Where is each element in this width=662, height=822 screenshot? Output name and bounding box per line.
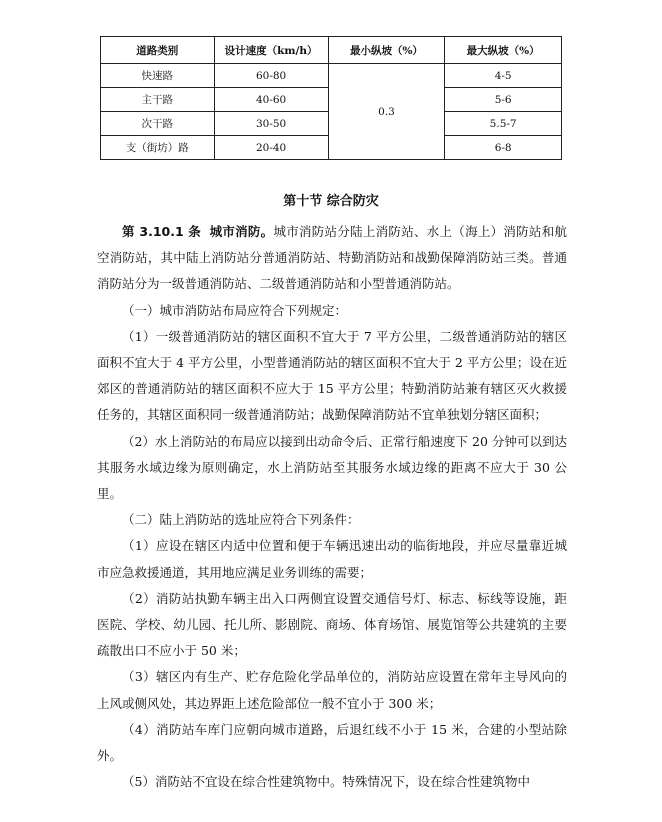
article-title: 城市消防。: [209, 224, 274, 239]
article-text: 城市消防站分陆上消防站、水上（海上）消防站和航空消防站，其中陆上消防站分普通消防站、特勤消防站和战勤保障消防站三类。普通消防站分为一级普通消防站、二级普通消防站和小型普通消防站。: [97, 224, 567, 292]
list-item: （1）应设在辖区内适中位置和便于车辆迅速出动的临街地段，并应尽量靠近城市应急救援通道，其用地应满足业务训练的需要；: [97, 538, 567, 580]
cell-max-slope: 6-8: [445, 136, 562, 160]
article-number: 第 3.10.1 条: [122, 224, 202, 239]
list-item: （5）消防站不宜设在综合性建筑物中。特殊情况下，设在综合性建筑物中: [122, 774, 530, 790]
cell-max-slope: 4-5: [445, 64, 562, 88]
cell-road-type: 支（街坊）路: [101, 136, 215, 160]
list-item: （2）水上消防站的布局应以接到出动命令后、正常行船速度下 20 分钟可以到达其服务水域边缘为原则确定，水上消防站至其服务水域边缘的距离不应大于 30 公里。: [97, 433, 567, 502]
cell-road-type: 快速路: [101, 64, 215, 88]
cell-road-type: 次干路: [101, 112, 215, 136]
list-item: （1）一级普通消防站的辖区面积不宜大于 7 平方公里，二级普通消防站的辖区面积不宜大于 4 平方公里，小型普通消防站的辖区面积不宜大于 2 平方公里；设在近郊区的普通消防站的辖区面积不应大于 15 平方公里；特勤消防站兼有辖区灭火救援任务的，其辖区面积同一级普通消防站；战勤保障消防站不宜单独划分辖区面积；: [97, 328, 567, 423]
list-item: （一）城市消防站布局应符合下列规定：: [122, 302, 348, 318]
cell-max-slope: 5.5-7: [445, 112, 562, 136]
document-body: [97, 219, 567, 795]
header-min-slope: 最小纵坡（%）: [328, 37, 445, 64]
cell-speed: 20-40: [214, 136, 328, 160]
list-item: （2）消防站执勤车辆主出入口两侧宜设置交通信号灯、标志、标线等设施，距医院、学校、幼儿园、托儿所、影剧院、商场、体育场馆、展览馆等公共建筑的主要疏散出口不应小于 50 米；: [97, 590, 567, 659]
table-header-row: [101, 37, 562, 64]
cell-speed: 60-80: [214, 64, 328, 88]
section-title: 第十节 综合防灾: [283, 194, 379, 209]
road-slope-table: [100, 36, 562, 160]
list-item: （4）消防站车库门应朝向城市道路，后退红线不小于 15 米，合建的小型站除外。: [97, 721, 567, 764]
cell-max-slope: 5-6: [445, 88, 562, 112]
cell-speed: 30-50: [214, 112, 328, 136]
table-row: [101, 64, 562, 88]
cell-speed: 40-60: [214, 88, 328, 112]
header-design-speed: 设计速度（km/h）: [214, 37, 328, 64]
cell-min-slope: 0.3: [328, 64, 445, 160]
article-paragraph: [97, 219, 567, 298]
cell-road-type: 主干路: [101, 88, 215, 112]
header-max-slope: 最大纵坡（%）: [445, 37, 562, 64]
list-item: （二）陆上消防站的选址应符合下列条件：: [122, 512, 360, 528]
list-item: （3）辖区内有生产、贮存危险化学品单位的，消防站应设置在常年主导风向的上风或侧风处，其边界距上述危险部位一般不宜小于 300 米；: [97, 669, 567, 711]
header-road-type: 道路类别: [101, 37, 215, 64]
